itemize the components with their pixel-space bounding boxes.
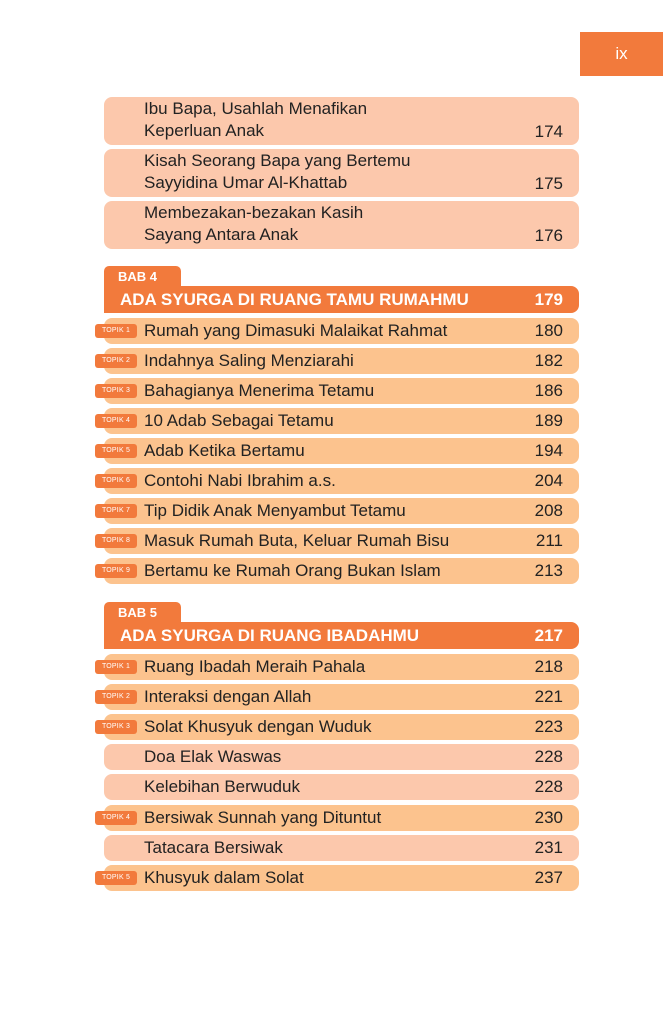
- topik-badge: TOPIK 1: [95, 324, 137, 338]
- topik-badge: TOPIK 1: [95, 660, 137, 674]
- entry-page: 211: [535, 531, 563, 550]
- topik-badge: TOPIK 6: [95, 474, 137, 488]
- entry-title: Interaksi dengan Allah: [144, 687, 312, 706]
- chapter-page: 217: [534, 626, 563, 645]
- entry-title: Bersiwak Sunnah yang Dituntut: [144, 808, 382, 827]
- entry-title: Solat Khusyuk dengan Wuduk: [144, 717, 372, 736]
- entry-page: 213: [534, 561, 563, 580]
- entry-page: 228: [534, 747, 563, 766]
- entry-page: 237: [534, 868, 563, 887]
- entry-title: Tip Didik Anak Menyambut Tetamu: [144, 501, 406, 520]
- entry-page: 174: [534, 122, 563, 141]
- toc-entry[interactable]: [104, 378, 579, 404]
- toc-entry[interactable]: [104, 498, 579, 524]
- entry-page: 208: [534, 501, 563, 520]
- toc-subentry[interactable]: [104, 835, 579, 861]
- toc-entry[interactable]: [104, 805, 579, 831]
- entry-page: 189: [534, 411, 563, 430]
- chapter-title: ADA SYURGA DI RUANG TAMU RUMAHMU: [120, 290, 469, 309]
- entry-title: Kisah Seorang Bapa yang Bertemu Sayyidina Umar Al-Khattab: [144, 151, 411, 192]
- entry-page: 180: [534, 321, 563, 340]
- toc-entry[interactable]: [104, 149, 579, 197]
- entry-title: Khusyuk dalam Solat: [144, 868, 304, 887]
- entry-title: 10 Adab Sebagai Tetamu: [144, 411, 334, 430]
- bab-4-heading[interactable]: [104, 286, 579, 313]
- toc-entry[interactable]: [104, 97, 579, 145]
- toc-entry[interactable]: [104, 318, 579, 344]
- toc-entry[interactable]: [104, 438, 579, 464]
- bab-4-label: BAB 4: [104, 266, 181, 286]
- topik-badge: TOPIK 7: [95, 504, 137, 518]
- topik-badge: TOPIK 3: [95, 384, 137, 398]
- entry-title: Indahnya Saling Menziarahi: [144, 351, 354, 370]
- bab-5-label: BAB 5: [104, 602, 181, 622]
- toc-entry[interactable]: [104, 348, 579, 374]
- entry-title: Rumah yang Dimasuki Malaikat Rahmat: [144, 321, 448, 340]
- entry-page: 204: [534, 471, 563, 490]
- entry-title: Bertamu ke Rumah Orang Bukan Islam: [144, 561, 441, 580]
- entry-page: 176: [534, 226, 563, 245]
- entry-title: Masuk Rumah Buta, Keluar Rumah Bisu: [144, 531, 450, 550]
- topik-badge: TOPIK 4: [95, 811, 137, 825]
- entry-page: 182: [534, 351, 563, 370]
- topik-badge: TOPIK 8: [95, 534, 137, 548]
- toc-entry[interactable]: [104, 654, 579, 680]
- entry-title: Ruang Ibadah Meraih Pahala: [144, 657, 366, 676]
- entry-page: 186: [534, 381, 563, 400]
- toc-entry[interactable]: [104, 468, 579, 494]
- toc-subentry[interactable]: [104, 744, 579, 770]
- topik-badge: TOPIK 3: [95, 720, 137, 734]
- toc-entry[interactable]: [104, 714, 579, 740]
- entry-title: Tatacara Bersiwak: [144, 838, 283, 857]
- entry-title: Ibu Bapa, Usahlah Menafikan Keperluan Anak: [144, 99, 368, 140]
- entry-title: Doa Elak Waswas: [144, 747, 282, 766]
- entry-title: Membezakan-bezakan Kasih Sayang Antara Anak: [144, 203, 364, 244]
- toc-entry[interactable]: [104, 865, 579, 891]
- entry-page: 228: [534, 777, 563, 796]
- toc-entry[interactable]: [104, 684, 579, 710]
- bab-5-heading[interactable]: [104, 622, 579, 649]
- toc-entry[interactable]: [104, 408, 579, 434]
- entry-page: 218: [534, 657, 563, 676]
- entry-page: 194: [534, 441, 563, 460]
- entry-title: Kelebihan Berwuduk: [144, 777, 300, 796]
- entry-page: 221: [534, 687, 563, 706]
- page-number-tab: ix: [580, 32, 663, 76]
- topik-badge: TOPIK 5: [95, 871, 137, 885]
- topik-badge: TOPIK 5: [95, 444, 137, 458]
- chapter-title: ADA SYURGA DI RUANG IBADAHMU: [120, 626, 420, 645]
- entry-title: Contohi Nabi Ibrahim a.s.: [144, 471, 336, 490]
- topik-badge: TOPIK 2: [95, 354, 137, 368]
- topik-badge: TOPIK 2: [95, 690, 137, 704]
- entry-page: 175: [534, 174, 563, 193]
- toc-subentry[interactable]: [104, 774, 579, 800]
- topik-badge: TOPIK 9: [95, 564, 137, 578]
- topik-badge: TOPIK 4: [95, 414, 137, 428]
- entry-title: Bahagianya Menerima Tetamu: [144, 381, 375, 400]
- entry-title: Adab Ketika Bertamu: [144, 441, 305, 460]
- toc-entry[interactable]: [104, 558, 579, 584]
- toc-entry[interactable]: [104, 201, 579, 249]
- entry-page: 231: [534, 838, 563, 857]
- entry-page: 223: [534, 717, 563, 736]
- chapter-page: 179: [534, 290, 563, 309]
- entry-page: 230: [534, 808, 563, 827]
- toc-entry[interactable]: [104, 528, 579, 554]
